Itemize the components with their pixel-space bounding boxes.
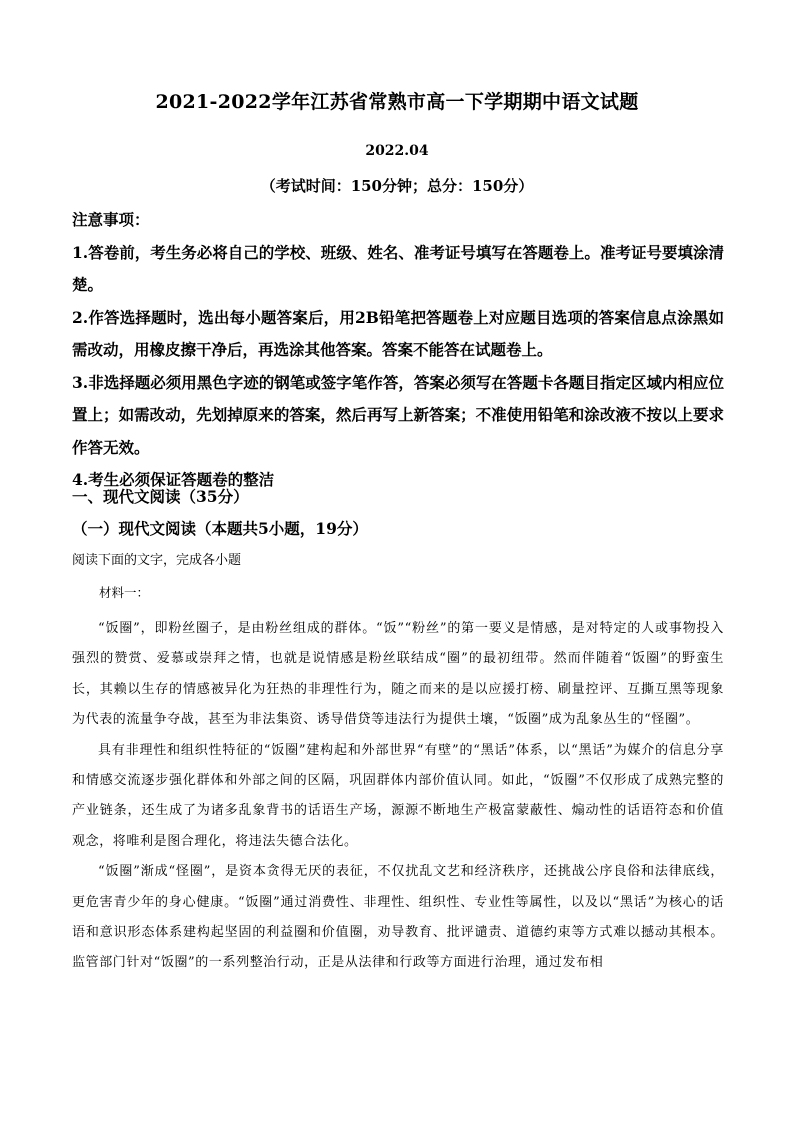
exam-info: （考试时间：150分钟；总分：150分） xyxy=(260,177,534,195)
material-paragraph-3: “饭圈”渐成“怪圈”，是资本贪得无厌的表征，不仅扰乱文艺和经济秩序，还挑战公序良俗和法律底线，更危害青少年的身心健康。“饭圈”通过消费性、非理性、组织性、专业性等属性，以及以“黑话”为核心的话语和意识形态体系建构起坚固的利益圈和价值圈，劝导教育、批评谴责、道德约束等方式难以撼动其根本。监管部门针对“饭圈”的一系列整治行动，正是从法律和行政等方面进行治理，通过发布相 xyxy=(72,864,724,971)
note-item-2: 2.作答选择题时，选出每小题答案后，用2B铅笔把答题卷上对应题目选项的答案信息点涂黑如需改动，用橡皮擦干净后，再选涂其他答案。答案不能答在试题卷上。 xyxy=(72,307,724,359)
page-title: 2021-2022学年江苏省常熟市高一下学期期中语文试题 xyxy=(155,91,639,113)
exam-date: 2022.04 xyxy=(365,143,429,159)
notes-block xyxy=(72,204,724,497)
note-item-4: 4.考生必须保证答题卷的整洁 xyxy=(72,470,275,489)
material-label: 材料一： xyxy=(99,585,150,600)
note-item-1: 1.答卷前，考生务必将自己的学校、班级、姓名、准考证号填写在答题卷上。准考证号要填涂清楚。 xyxy=(72,242,724,294)
section-heading: 一、现代文阅读（35分） xyxy=(72,487,249,506)
material-paragraph-1: “饭圈”，即粉丝圈子，是由粉丝组成的群体。“饭”“粉丝”的第一要义是情感，是对特定的人或事物投入强烈的赞赏、爱慕或崇拜之情，也就是说情感是粉丝联结成“圈”的最初纽带。然而伴随着“饭圈”的野蛮生长，其赖以生存的情感被异化为狂热的非理性行为，随之而来的是以应援打榜、刷量控评、互撕互黑等现象为代表的流量争夺战，甚至为非法集资、诱导借贷等违法行为提供土壤，“饭圈”成为乱象丛生的“怪圈”。 xyxy=(72,621,724,728)
material-text xyxy=(72,614,724,979)
notes-heading: 注意事项： xyxy=(72,210,150,229)
note-item-3: 3.非选择题必须用黑色字迹的钢笔或签字笔作答，答案必须写在答题卡各题目指定区域内相应位置上；如需改动，先划掉原来的答案，然后再写上新答案；不准使用铅笔和涂改液不按以上要求作答无效。 xyxy=(72,372,724,457)
material-paragraph-2: 具有非理性和组织性特征的“饭圈”建构起和外部世界“有壁”的“黑话”体系，以“黑话”为媒介的信息分享和情感交流逐步强化群体和外部之间的区隔，巩固群体内部价值认同。如此，“饭圈”不仅形成了成熟完整的产业链条，还生成了为诸多乱象背书的话语生产场，源源不断地生产极富蒙蔽性、煽动性的话语符态和价值观念，将唯利是图合理化，将违法失德合法化。 xyxy=(72,742,724,849)
reading-instruction: 阅读下面的文字，完成各小题 xyxy=(72,553,242,568)
subsection-heading: （一）现代文阅读（本题共5小题，19分） xyxy=(72,519,368,538)
